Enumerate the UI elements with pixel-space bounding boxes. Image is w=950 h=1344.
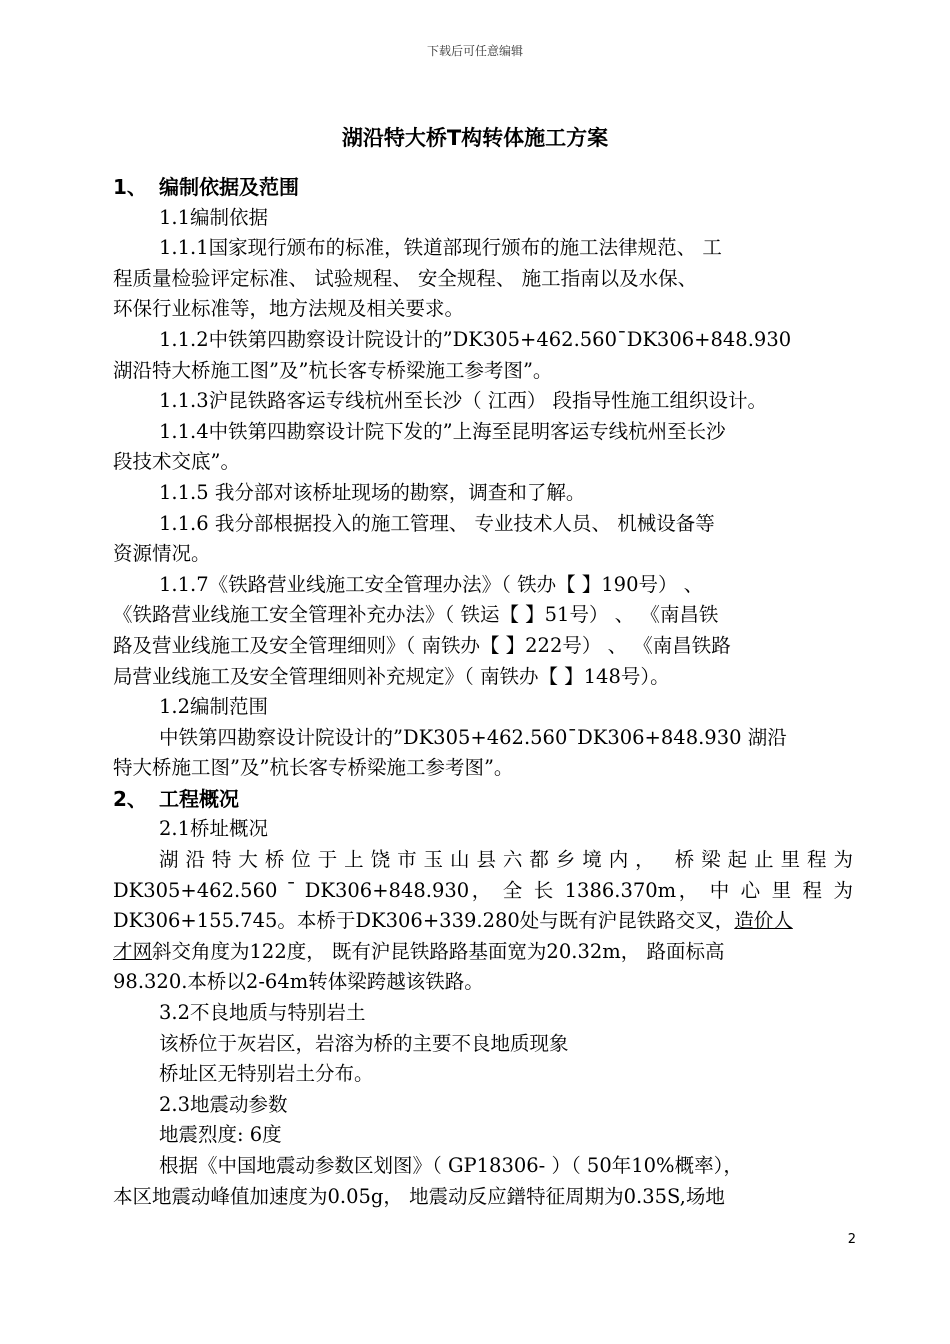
text-line: 资源情况。 xyxy=(113,542,211,566)
section-heading: 1、 编制依据及范围 xyxy=(113,175,299,199)
text-line: 湖沿特大桥位于上饶市玉山县六都乡境内， 桥梁起止里程为 xyxy=(159,848,853,872)
text-line: 环保行业标准等，地方法规及相关要求。 xyxy=(113,297,465,321)
text-line: 程质量检验评定标准、 试验规程、 安全规程、 施工指南以及水保、 xyxy=(113,266,698,290)
underlined-link-text: 才网 xyxy=(113,939,153,963)
text-line: DK305+462.560 ¯ DK306+848.930， 全 长 1386.370m， 中 心 里 程 为 xyxy=(113,878,853,902)
section-heading: 2、 工程概况 xyxy=(113,786,239,811)
text-line: 1.1.5 我分部对该桥址现场的勘察，调查和了解。 xyxy=(159,480,586,504)
text-line: 根据《中国地震动参数区划图》（ GP18306- ）（ 50年10%概率）， xyxy=(159,1154,743,1177)
text-line: 桥址区无特别岩土分布。 xyxy=(159,1062,374,1086)
subsection-heading: 3.2不良地质与特别岩土 xyxy=(159,1001,366,1025)
text-line: 才网斜交角度为122度， 既有沪昆铁路路基面宽为20.32m， 路面标高 xyxy=(113,939,725,963)
text-line: 本区地震动峰值加速度为0.05g， 地震动反应鐠特征周期为0.35S,场地 xyxy=(113,1184,725,1208)
page-number: 2 xyxy=(847,1232,856,1247)
subsection-heading: 1.1编制依据 xyxy=(159,205,269,229)
text-line: 98.320.本桥以2-64m转体梁跨越该铁路。 xyxy=(113,970,484,994)
text-line: 段技术交底”。 xyxy=(113,450,240,474)
subsection-heading: 1.2编制范围 xyxy=(159,695,269,719)
text-line: 特大桥施工图”及”杭长客专桥梁施工参考图”。 xyxy=(113,756,514,780)
text-line: 1.1.3沪昆铁路客运专线杭州至长沙（ 江西） 段指导性施工组织设计。 xyxy=(159,389,768,413)
text-line: 湖沿特大桥施工图”及”杭长客专桥梁施工参考图”。 xyxy=(113,358,553,382)
text-line: 局营业线施工及安全管理细则补充规定》（ 南铁办【 】148号）。 xyxy=(113,664,670,688)
subsection-heading: 2.1桥址概况 xyxy=(159,817,269,841)
text-line: DK306+155.745。本桥于DK306+339.280处与既有沪昆铁路交叉，造价人 xyxy=(113,909,793,933)
text-line: 1.1.6 我分部根据投入的施工管理、 专业技术人员、 机械设备等 xyxy=(159,511,715,535)
text-line: 1.1.2中铁第四勘察设计院设计的”DK305+462.560¯DK306+848.930 xyxy=(159,327,792,351)
page-header: 下载后可任意编辑 xyxy=(426,44,523,58)
document-body xyxy=(113,172,853,1212)
underlined-link-text: 造价人 xyxy=(734,909,793,933)
text-line: 路及营业线施工及安全管理细则》（ 南铁办【 】222号） 、 《南昌铁路 xyxy=(113,633,731,657)
text-line: 《铁路营业线施工安全管理补充办法》（ 铁运【 】51号） 、 《南昌铁 xyxy=(113,603,719,627)
text-line: 该桥位于灰岩区，岩溶为桥的主要不良地质现象 xyxy=(159,1031,569,1055)
text-line: 1.1.1国家现行颁布的标准，铁道部现行颁布的施工法律规范、 工 xyxy=(159,236,722,260)
document-title: 湖沿特大桥T构转体施工方案 xyxy=(341,126,609,150)
text-line: 地震烈度: 6度 xyxy=(159,1123,282,1147)
text-line: 1.1.4中铁第四勘察设计院下发的”上海至昆明客运专线杭州至长沙 xyxy=(159,419,726,443)
text-line: 中铁第四勘察设计院设计的”DK305+462.560¯DK306+848.930 湖沿 xyxy=(159,725,787,749)
subsection-heading: 2.3地震动参数 xyxy=(159,1092,288,1116)
text-line: 1.1.7《铁路营业线施工安全管理办法》（ 铁办【 】190号） 、 xyxy=(159,572,704,596)
